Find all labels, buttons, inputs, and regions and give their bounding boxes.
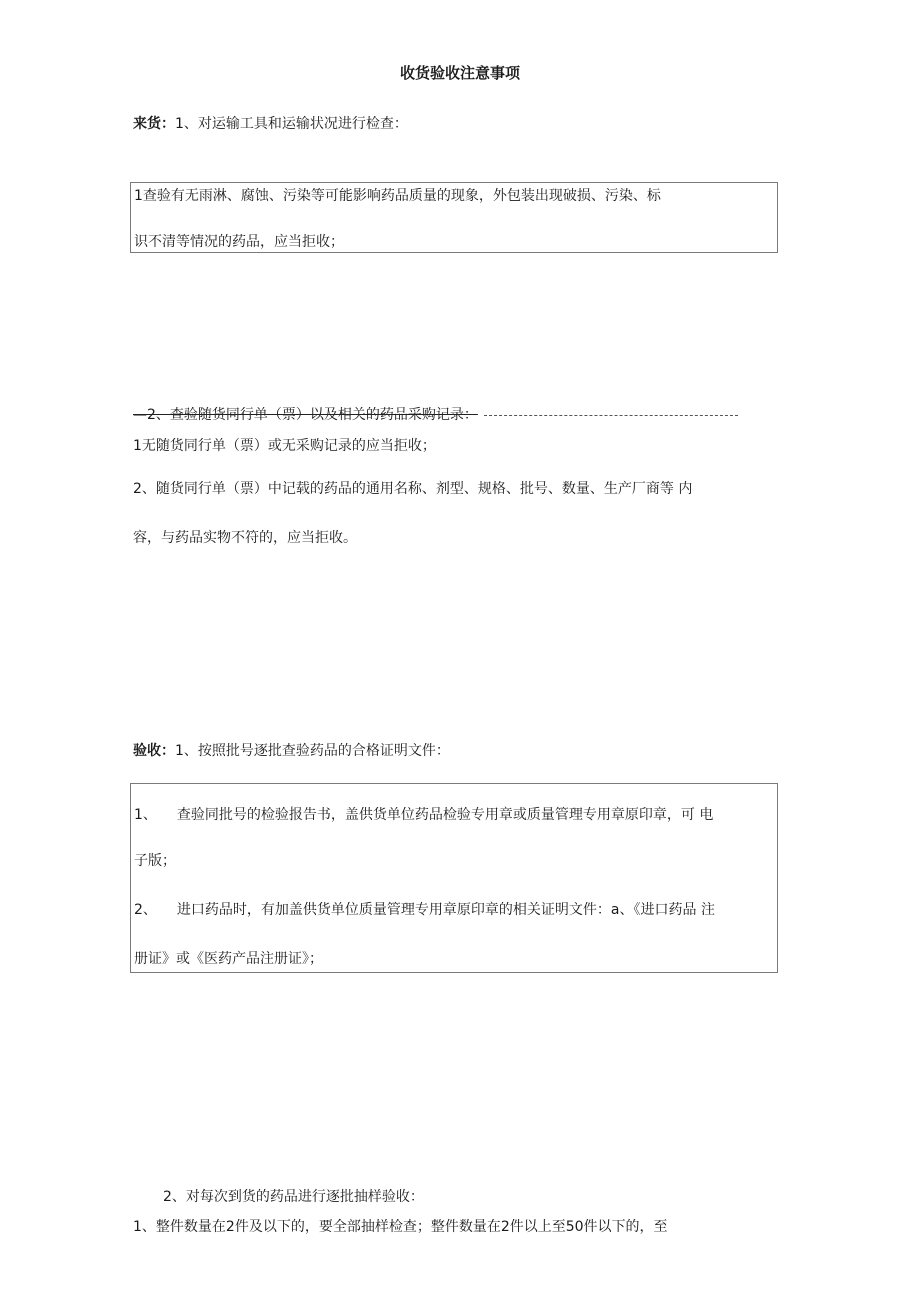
acceptance-box-item-1-cont: 子版；: [134, 853, 176, 869]
arrival-item2-sub2-line-2: 容，与药品实物不符的，应当拒收。: [133, 530, 357, 546]
arrival-box-line-1: 1查验有无雨淋、腐蚀、污染等可能影响药品质量的现象，外包装出现破损、污染、标: [134, 188, 661, 204]
acceptance-box-item-2: [134, 900, 715, 920]
arrival-item2-sub1: 1无随货同行单（票）或无采购记录的应当拒收；: [133, 438, 436, 454]
acceptance-box-item-1-text: 查验同批号的检验报告书，盖供货单位药品检验专用章或质量管理专用章原印章，可 电: [176, 807, 714, 823]
acceptance-box-item-1-number: 1、: [134, 807, 157, 823]
arrival-item2-sub2-line-1: 2、随货同行单（票）中记载的药品的通用名称、剂型、规格、批号、数量、生产厂商等 内: [133, 481, 693, 497]
page-title: 收货验收注意事项: [399, 64, 520, 82]
acceptance-label: 验收：: [133, 743, 175, 759]
acceptance-box-item-2-cont: 册证》或《医药产品注册证》；: [134, 951, 323, 967]
acceptance-heading-line: [133, 741, 450, 761]
arrival-item2-heading: —2、查验随货同行单（票）以及相关的药品采购记录：: [133, 407, 478, 423]
arrival-item2-heading-line: [133, 405, 738, 425]
acceptance-item2-sub1: 1、整件数量在2件及以下的，要全部抽样检查；整件数量在2件以上至50件以下的，至: [133, 1219, 668, 1235]
acceptance-certificates-box: [130, 783, 778, 973]
acceptance-box-item-2-number: 2、: [134, 902, 157, 918]
arrival-heading-line: [133, 114, 408, 134]
arrival-inspection-box: [130, 182, 778, 253]
acceptance-heading: 1、按照批号逐批查验药品的合格证明文件：: [175, 743, 450, 759]
arrival-heading: 1、对运输工具和运输状况进行检查：: [175, 116, 408, 132]
dashed-rule: [484, 415, 738, 416]
acceptance-item2-heading: 2、对每次到货的药品进行逐批抽样验收：: [163, 1189, 424, 1205]
acceptance-box-item-1: [134, 805, 713, 825]
arrival-label: 来货：: [133, 116, 175, 132]
arrival-box-line-2: 识不清等情况的药品，应当拒收；: [134, 234, 344, 250]
acceptance-box-item-2-text: 进口药品时，有加盖供货单位质量管理专用章原印章的相关证明文件：a、《进口药品 注: [176, 902, 715, 918]
